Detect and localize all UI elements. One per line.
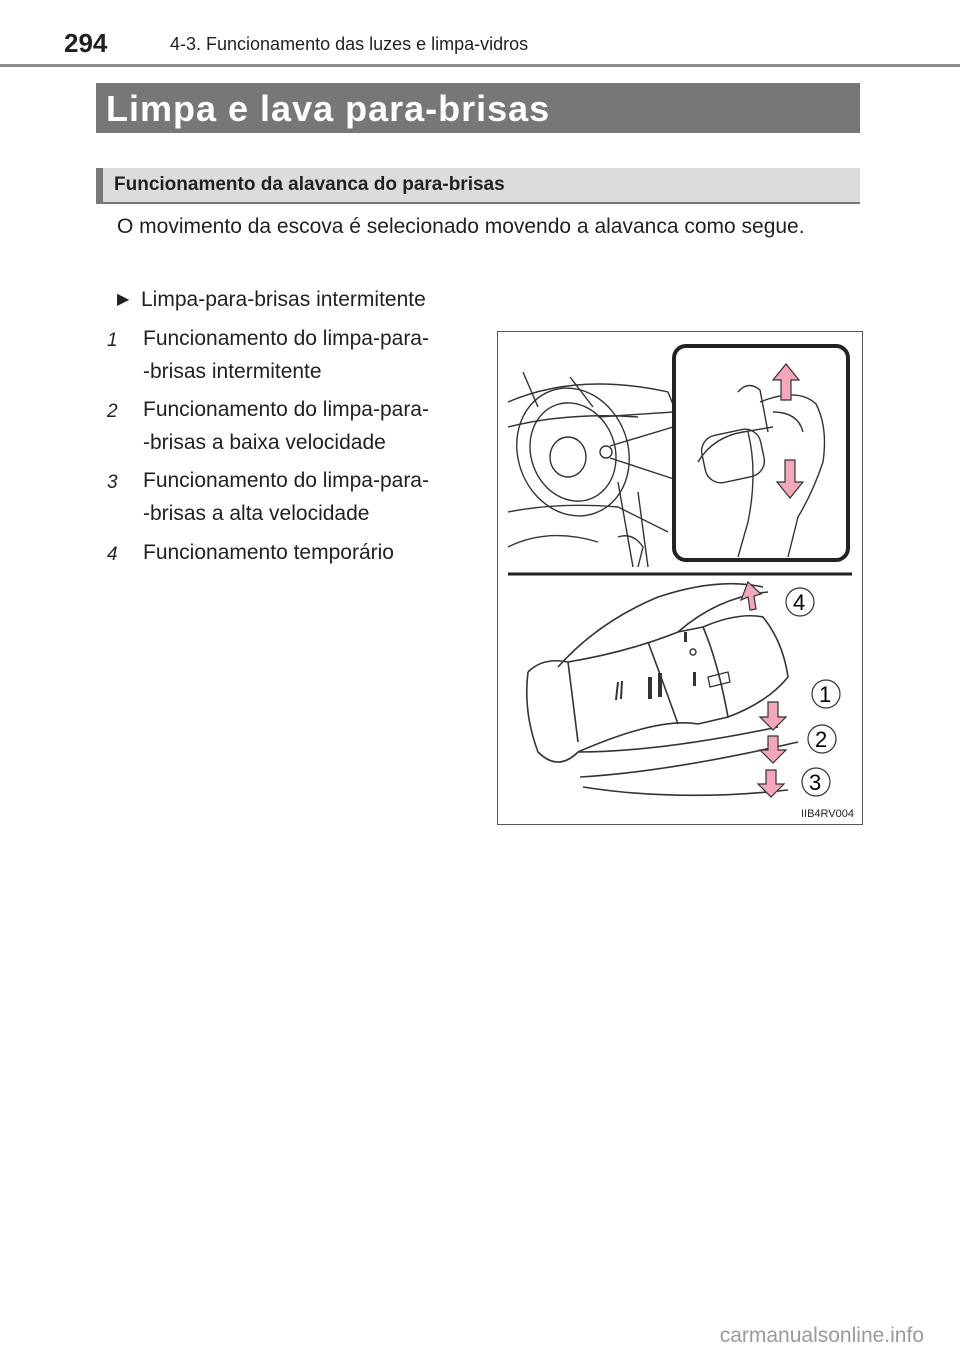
step-number: 3 xyxy=(107,472,118,493)
callout-3: 3 xyxy=(809,770,822,795)
step-line: Funcionamento do limpa-para- xyxy=(143,398,429,421)
step-text xyxy=(143,464,475,530)
triangle-right-icon: ▶ xyxy=(117,291,130,308)
step-number: 2 xyxy=(107,401,118,422)
step-line: Funcionamento do limpa-para- xyxy=(143,327,429,350)
chapter-title: 4-3. Funcionamento das luzes e limpa-vidros xyxy=(170,34,529,54)
callout-circles xyxy=(786,588,840,796)
subsection-title-bar xyxy=(96,168,860,204)
page-number: 294 xyxy=(64,28,108,58)
step-line: Funcionamento do limpa-para- xyxy=(143,469,429,492)
step-text xyxy=(143,536,475,569)
callout-2: 2 xyxy=(815,727,828,752)
zoom-inset-frame xyxy=(674,346,848,560)
step-number: 4 xyxy=(107,544,118,565)
lever-sketch xyxy=(527,584,798,796)
step-text xyxy=(143,322,475,388)
arrow-1-icon xyxy=(760,702,786,730)
callout-4: 4 xyxy=(793,590,806,615)
arrow-2-icon xyxy=(760,736,786,763)
lever-markings xyxy=(616,632,730,700)
lever-highlight-dot xyxy=(600,446,612,458)
section-title-bar xyxy=(96,83,860,133)
step-line: -brisas a baixa velocidade xyxy=(143,431,386,454)
illustration-drawing xyxy=(498,332,862,824)
bullet-item xyxy=(117,285,426,315)
subsection-title: Funcionamento da alavanca do para-brisas xyxy=(114,174,505,195)
bullet-label: Limpa-para-brisas intermitente xyxy=(141,288,426,311)
section-title: Limpa e lava para-brisas xyxy=(106,88,551,129)
step-line: -brisas a alta velocidade xyxy=(143,502,370,525)
dashboard-sketch xyxy=(499,372,688,567)
header-divider xyxy=(0,64,960,67)
step-number: 1 xyxy=(107,330,118,351)
subsection-accent xyxy=(96,168,103,204)
callout-1: 1 xyxy=(819,682,832,707)
step-text xyxy=(143,393,475,459)
step-line: -brisas intermitente xyxy=(143,360,322,383)
step-line: Funcionamento temporário xyxy=(143,541,394,564)
page-header xyxy=(0,0,960,70)
figure-code: IIB4RV004 xyxy=(800,808,854,820)
intro-paragraph: O movimento da escova é selecionado movendo a alavanca como segue. xyxy=(117,215,805,238)
wiper-lever-illustration xyxy=(497,331,863,825)
watermark: carmanualsonline.info xyxy=(719,1324,924,1347)
